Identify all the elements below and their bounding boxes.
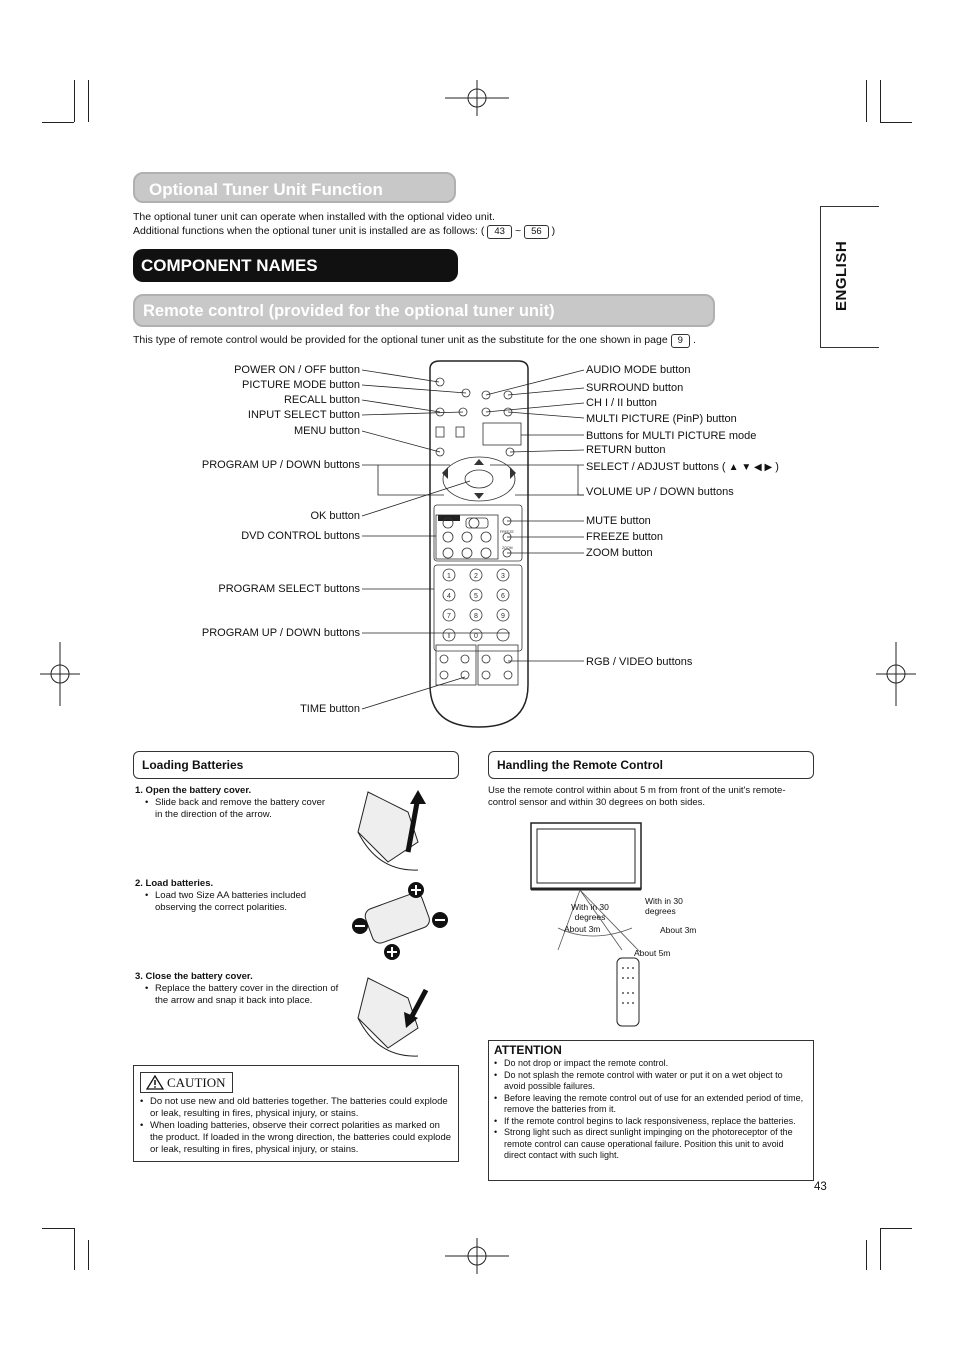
key-7: 7 (447, 613, 451, 620)
remote-body (430, 361, 528, 727)
label-volume: VOLUME UP / DOWN buttons (586, 486, 734, 498)
page-ref-end: 56 (524, 225, 549, 239)
warning-icon (146, 1075, 164, 1090)
attention-item-4: • If the remote control begins to lack responsiveness, replace the batteries. (494, 1116, 806, 1128)
intro-line-2: Additional functions when the optional tuner unit is installed are as follows: ( 43 ~ 56 ) (133, 225, 556, 237)
open-cover-illustration (348, 782, 448, 874)
attention-box (488, 1040, 814, 1181)
label-program-select: PROGRAM SELECT buttons (218, 583, 360, 595)
key-3: 3 (501, 573, 505, 580)
left-angle-label: With in 30 degrees (571, 902, 609, 922)
label-select-adjust: SELECT / ADJUST buttons ( ▲ ▼ ◀ ▶ ) (586, 461, 779, 473)
key-0: 0 (474, 633, 478, 640)
label-zoom: ZOOM button (586, 547, 653, 559)
label-dvd-control: DVD CONTROL buttons (241, 530, 360, 542)
label-picture-mode: PICTURE MODE button (242, 379, 360, 391)
language-tab-label: ENGLISH (833, 240, 850, 311)
label-mute: MUTE button (586, 515, 651, 527)
handling-heading: Handling the Remote Control (488, 751, 814, 779)
right-angle-label: With in 30 degrees (645, 896, 683, 916)
label-input-select: INPUT SELECT button (247, 409, 360, 421)
label-surround: SURROUND button (586, 382, 684, 394)
registration-mark-top (445, 80, 509, 116)
remote-title: Remote control (provided for the optional tuner unit) (133, 294, 715, 327)
dvd-label: DVD (438, 508, 449, 514)
caution-item-1: • Do not use new and old batteries together. The batteries could explode or leak, resulting in fires, physical injury, or stains. (140, 1096, 452, 1120)
close-cover-illustration (348, 968, 448, 1058)
key-9: 9 (501, 613, 505, 620)
zoom-label: ZOOM (502, 546, 513, 550)
attention-title: ATTENTION (494, 1043, 562, 1057)
registration-mark-left (40, 642, 80, 706)
step-3: 3. Close the battery cover. • Replace the battery cover in the direction of the arrow and snap it back into place. (135, 971, 345, 1007)
label-power: POWER ON / OFF button (234, 364, 360, 376)
key-6: 6 (501, 593, 505, 600)
attention-item-3: • Before leaving the remote control out of use for an extended period of time, remove the batteries from it. (494, 1093, 806, 1116)
component-names-heading: COMPONENT NAMES (133, 249, 458, 282)
step-1: 1. Open the battery cover. • Slide back and remove the battery cover in the direction of the arrow. (135, 785, 335, 821)
label-menu: MENU button (293, 425, 360, 437)
intro-line-1: The optional tuner unit can operate when installed with the optional video unit. (133, 211, 495, 223)
key-2: 2 (474, 573, 478, 580)
caution-label: CAUTION (140, 1072, 233, 1093)
attention-item-5: • Strong light such as direct sunlight impinging on the photoreceptor of the remote control can cause operational failure. Position this unit to avoid direct contact with such light. (494, 1127, 806, 1162)
freeze-label: FREEZE (500, 530, 514, 534)
right-distance-label: About 3m (660, 925, 697, 935)
select-arrows: ▲ ▼ ◀ ▶ (728, 462, 773, 473)
page-ref-9: 9 (671, 334, 690, 348)
label-audio-mode: AUDIO MODE button (586, 364, 691, 376)
key-8: 8 (474, 613, 478, 620)
attention-item-2: • Do not splash the remote control with water or put it on a wet object to avoid possible failures. (494, 1070, 806, 1093)
registration-mark-bottom (445, 1238, 509, 1274)
attention-item-1: • Do not drop or impact the remote control. (494, 1058, 806, 1070)
label-multi-picture: MULTI PICTURE (PinP) button (586, 413, 737, 425)
loading-batteries-heading: Loading Batteries (133, 751, 459, 779)
label-multi-picture-mode: Buttons for MULTI PICTURE mode (586, 430, 757, 442)
label-recall: RECALL button (283, 394, 360, 406)
load-batteries-illustration (348, 880, 448, 962)
caution-box (133, 1065, 459, 1162)
language-tab (820, 206, 879, 348)
label-rgb-video: RGB / VIDEO buttons (586, 656, 693, 668)
left-distance-label: About 3m (564, 924, 601, 934)
section-title: Optional Tuner Unit Function (133, 172, 456, 203)
step-2: 2. Load batteries. • Load two Size AA batteries included observing the correct polarities. (135, 878, 335, 914)
registration-mark-right (876, 642, 916, 706)
caution-item-2: • When loading batteries, observe their correct polarities as marked on the product. If loaded in the wrong direction, the batteries could explode or leak, resulting in fires, physical injury, or stains. (140, 1120, 452, 1156)
key-5: 5 (474, 593, 478, 600)
label-program-up-down-2: PROGRAM UP / DOWN buttons (201, 627, 360, 639)
label-time: TIME button (300, 703, 360, 715)
key-1: 1 (447, 573, 451, 580)
front-distance-label: About 5m (634, 948, 671, 958)
label-return: RETURN button (586, 444, 666, 456)
page-ref-start: 43 (487, 225, 512, 239)
key-4: 4 (447, 593, 451, 600)
label-freeze: FREEZE button (586, 531, 664, 543)
label-program-up-down-1: PROGRAM UP / DOWN buttons (201, 459, 360, 471)
page-number: 43 (814, 1181, 827, 1193)
remote-intro: This type of remote control would be provided for the optional tuner unit as the substitute for the one shown in page 9 . (133, 334, 696, 346)
handling-text: Use the remote control within about 5 m from front of the unit's remote-control sensor and within 30 degrees on both sides. (488, 785, 786, 808)
label-ok: OK button (310, 510, 360, 522)
label-ch: CH I / II button (586, 397, 657, 409)
